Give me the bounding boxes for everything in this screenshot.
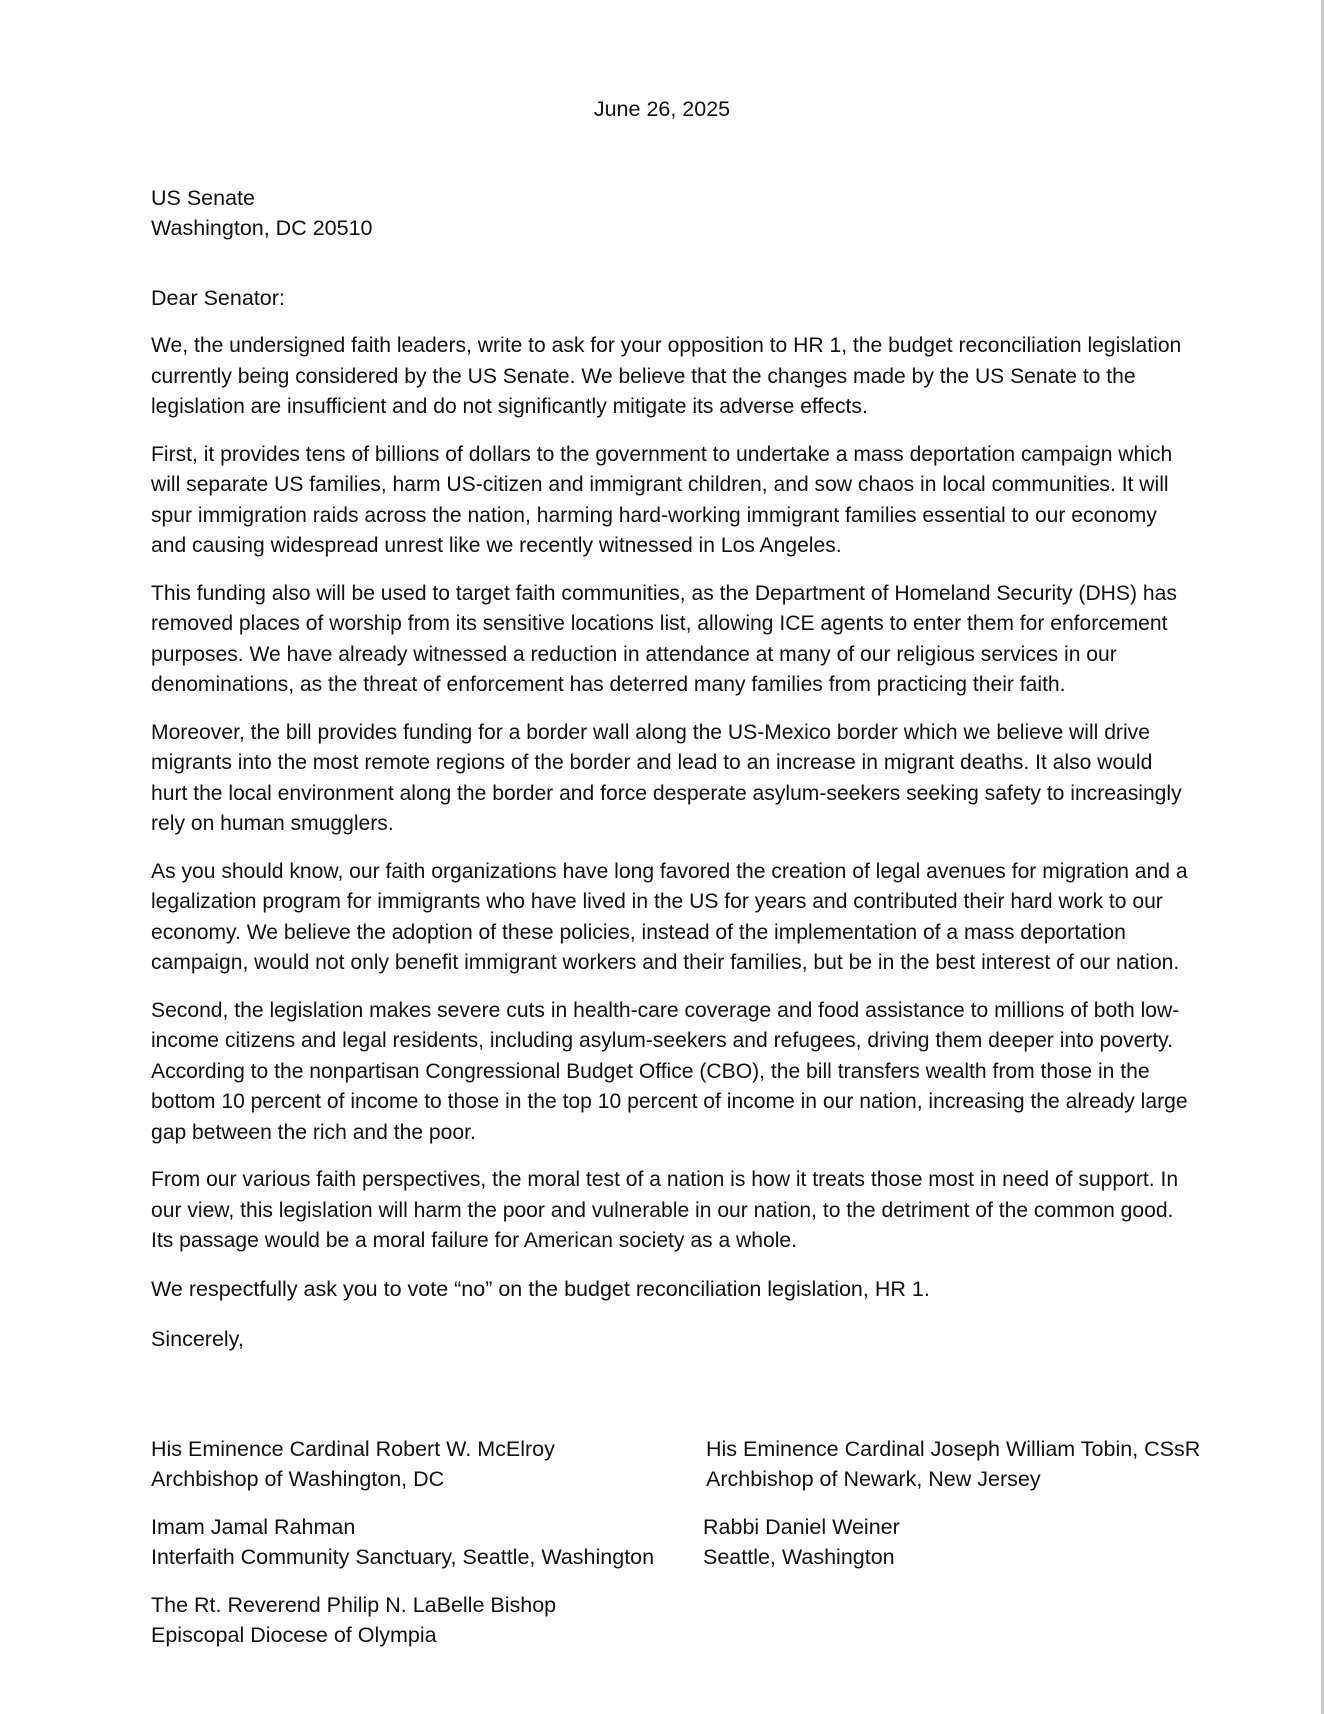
signatory-name: His Eminence Cardinal Robert W. McElroy — [151, 1437, 555, 1461]
signatory-title: Archbishop of Washington, DC — [151, 1467, 445, 1491]
signatory-name: Rabbi Daniel Weiner — [703, 1515, 900, 1539]
recipient-address: Washington, DC 20510 — [151, 216, 373, 240]
signatory — [706, 1434, 1211, 1494]
signatory — [703, 1512, 1211, 1572]
paragraph: This funding also will be used to target faith communities, as the Department of Homeland Security (DHS) has removed places of worship from its sensitive locations list, allowing ICE agents to enter them for enforcement purposes. We have already witnessed a reduction in attendance at many of our religious services in our denominations, as the threat of enforcement has deterred many families from practicing their faith. — [151, 581, 1177, 696]
signatory-title: Episcopal Diocese of Olympia — [151, 1623, 437, 1647]
letter-body — [151, 331, 1191, 1374]
paragraph: We, the undersigned faith leaders, write to ask for your opposition to HR 1, the budget reconciliation legislation currently being considered by the US Senate. We believe that the changes made by the US Senate to the legislation are insufficient and do not significantly mitigate its adverse effects. — [151, 334, 1182, 418]
signatory-title: Interfaith Community Sanctuary, Seattle, Washington — [151, 1545, 655, 1569]
signatory — [151, 1590, 706, 1650]
recipient-name: US Senate — [151, 186, 255, 210]
paragraph: Second, the legislation makes severe cuts in health-care coverage and food assistance to millions of both low-income citizens and legal residents, including asylum-seekers and refugees, driving them deeper into poverty. According to the nonpartisan Congressional Budget Office (CBO), the bill transfers wealth from those in the bottom 10 percent of income to those in the top 10 percent of income in our nation, increasing the already large gap between the rich and the poor. — [151, 998, 1188, 1144]
paragraph: As you should know, our faith organizations have long favored the creation of legal avenues for migration and a legalization program for immigrants who have lived in the US for years and contributed their hard work to our economy. We believe the adoption of these policies, instead of the implementation of a mass deportation campaign, would not only benefit immigrant workers and their families, but be in the best interest of our nation. — [151, 859, 1188, 974]
recipient-block — [151, 183, 373, 243]
paragraph: From our various faith perspectives, the moral test of a nation is how it treats those most in need of support. In our view, this legislation will harm the poor and vulnerable in our nation, to the detriment of the common good. Its passage would be a moral failure for American society as a whole. — [151, 1168, 1179, 1252]
signatory-name: The Rt. Reverend Philip N. LaBelle Bishop — [151, 1593, 557, 1617]
closing-request: We respectfully ask you to vote “no” on the budget reconciliation legislation, HR 1. — [151, 1276, 930, 1301]
paragraph: First, it provides tens of billions of dollars to the government to undertake a mass deportation campaign which will separate US families, harm US-citizen and immigrant children, and sow chaos in local communities. It will spur immigration raids across the nation, harming hard-working immigrant families essential to our economy and causing widespread unrest like we recently witnessed in Los Angeles. — [151, 442, 1173, 557]
valediction: Sincerely, — [151, 1326, 244, 1351]
signatory-title: Archbishop of Newark, New Jersey — [706, 1467, 1041, 1491]
letter-date: June 26, 2025 — [593, 97, 731, 121]
signatory — [151, 1434, 706, 1494]
salutation: Dear Senator: — [151, 286, 285, 310]
paragraph: Moreover, the bill provides funding for a border wall along the US-Mexico border which we believe will drive migrants into the most remote regions of the border and lead to an increase in migrant deaths. It also would hurt the local environment along the border and force desperate asylum-seekers seeking safety to increasingly rely on human smugglers. — [151, 720, 1182, 835]
signatory — [151, 1512, 706, 1572]
signatory-title: Seattle, Washington — [703, 1545, 895, 1569]
signatories — [151, 1434, 1211, 1650]
signatory-name: His Eminence Cardinal Joseph William Tobin, CSsR — [706, 1437, 1201, 1461]
signatory-name: Imam Jamal Rahman — [151, 1515, 356, 1539]
